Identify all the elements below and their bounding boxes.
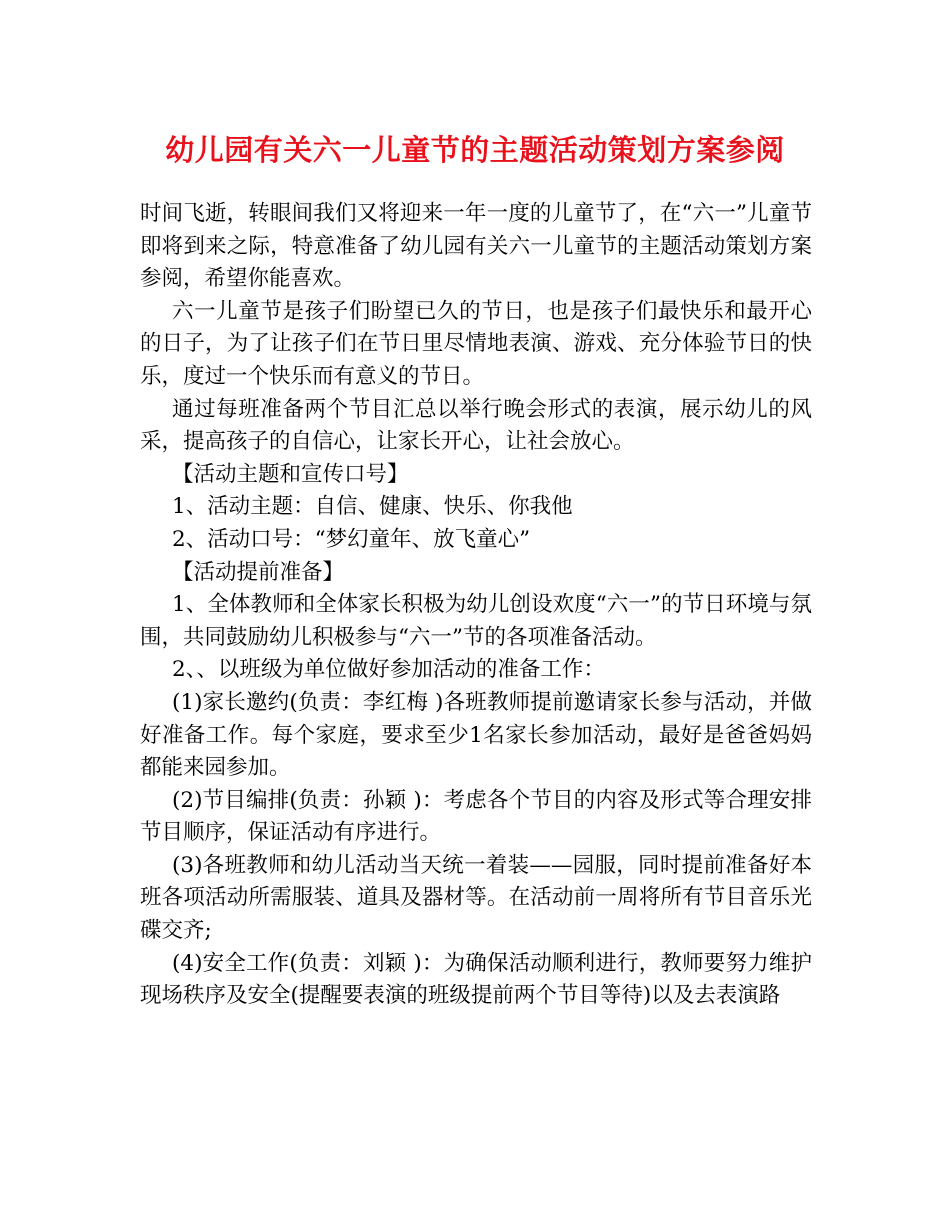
section-heading: 【活动主题和宣传口号】	[172, 461, 409, 487]
sub-list-item: (2)节目编排(负责：孙颖 )：考虑各个节目的内容及形式等合理安排节目顺序，保证活动有序进行。	[140, 787, 812, 846]
sub-list-item: (4)安全工作(负责：刘颖 )：为确保活动顺利进行，教师要努力维护现场秩序及安全(提醒要表演的班级提前两个节目等待)以及去表演路	[140, 950, 812, 1009]
paragraph: 六一儿童节是孩子们盼望已久的节日，也是孩子们最快乐和最开心的日子，为了让孩子们在节日里尽情地表演、游戏、充分体验节日的快乐，度过一个快乐而有意义的节日。	[140, 298, 812, 389]
sub-list-item: (3)各班教师和幼儿活动当天统一着装——园服，同时提前准备好本班各项活动所需服装、道具及器材等。在活动前一周将所有节目音乐光碟交齐;	[140, 852, 812, 944]
paragraph: 通过每班准备两个节目汇总以举行晚会形式的表演，展示幼儿的风采，提高孩子的自信心，让家长开心，让社会放心。	[140, 396, 812, 455]
section-heading: 【活动提前准备】	[172, 559, 345, 585]
document-body	[140, 198, 812, 1013]
list-item: 2、活动口号：“梦幻童年、放飞童心”	[172, 526, 531, 552]
list-item: 1、全体教师和全体家长积极为幼儿创设欢度“六一”的节日环境与氛围，共同鼓励幼儿积极参与“六一”节的各项准备活动。	[140, 592, 812, 650]
list-item: 2、、以班级为单位做好参加活动的准备工作：	[172, 657, 605, 683]
list-item: 1、活动主题：自信、健康、快乐、你我他	[172, 494, 573, 520]
sub-list-item: (1)家长邀约(负责：李红梅 )各班教师提前邀请家长参与活动，并做好准备工作。每个家庭，要求至少1名家长参加活动，最好是爸爸妈妈都能来园参加。	[140, 689, 812, 781]
paragraph-intro: 时间飞逝，转眼间我们又将迎来一年一度的儿童节了，在“六一”儿童节即将到来之际，特意准备了幼儿园有关六一儿童节的主题活动策划方案参阅，希望你能喜欢。	[140, 201, 812, 292]
document-title: 幼儿园有关六一儿童节的主题活动策划方案参阅	[165, 133, 785, 167]
